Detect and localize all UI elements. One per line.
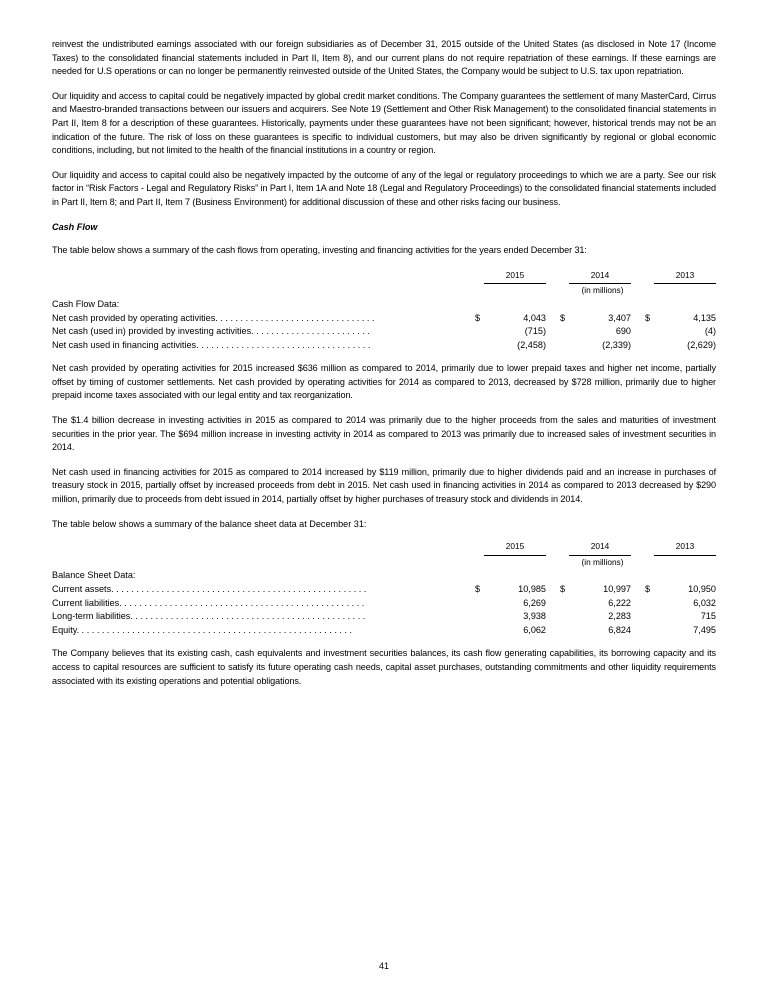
paragraph-balance-sheet-intro: The table below shows a summary of the balance sheet data at December 31: (52, 518, 367, 529)
cash-flow-year-2013: 2013 (675, 269, 695, 280)
row-value-2013: (2,629) (687, 339, 716, 350)
row-currency: $ (475, 312, 481, 323)
row-currency-2013 (645, 624, 654, 638)
paragraph-legal-proceedings: Our liquidity and access to capital could also be negatively impacted by the outcome of any of the legal or regulatory proceedings to which we are a party. See our risk factor in “Risk Factors - Legal and Regulatory Risks” in Part I, Item 1A and Note 18 (Legal and Regulatory Proceedings) to the consolidated financial statements included in Part II, Item 8; and Part II, Item 7 (Business Environment) for additional discussion of these and other risks facing our business. (52, 169, 716, 207)
balance-sheet-section-label-row (52, 569, 716, 583)
row-leader: . . . . . . . . . . . . . . . . . . . . . . . . . . . . . . . . . . . (196, 339, 371, 350)
row-leader: . . . . . . . . . . . . . . . . . . . . . . . . (251, 326, 370, 337)
balance-sheet-year-2013: 2013 (675, 541, 695, 552)
paragraph-cash-flow-intro: The table below shows a summary of the cash flows from operating, investing and financing activities for the years ended December 31: (52, 245, 587, 256)
row-leader: . . . . . . . . . . . . . . . . . . . . . . . . . . . . . . . . . . . . . . . . . . . . . . . . . . . . . . . (76, 624, 353, 635)
row-leader: . . . . . . . . . . . . . . . . . . . . . . . . . . . . . . . . (215, 312, 375, 323)
balance-sheet-year-2015: 2015 (505, 541, 525, 552)
balance-sheet-units-row (52, 555, 716, 569)
paragraph-financing-discussion: Net cash used in financing activities for 2015 as compared to 2014 increased by $119 million, primarily due to higher dividends paid and an increase in purchases of treasury stock in 2015, partially offset by increased proceeds from debt in 2015. Net cash used in financing activities in 2014 as compared to 2013 decreased by $290 million, primarily due to proceeds from debt issued in 2014, partially offset by higher purchases of treasury stock and dividends in 2014. (52, 466, 716, 505)
row-value-2013: 4,135 (693, 312, 716, 323)
row-currency (475, 325, 484, 339)
table-row (52, 583, 716, 597)
row-currency-2014: $ (560, 584, 566, 594)
row-currency (475, 624, 484, 638)
cash-flow-year-2015: 2015 (505, 269, 525, 280)
paragraph-operating-discussion: Net cash provided by operating activities for 2015 increased $636 million as compared to 2014, primarily due to lower prepaid taxes and higher net income, partially offset by timing of customer settlements. Net cash provided by operating activities for 2014 as compared to 2013, decreased by $728 million, primarily due to higher prepaid income taxes associated with our legal entity and tax reorganization. (52, 363, 716, 401)
row-value-2014: 3,407 (608, 312, 631, 323)
row-label: Current assets (52, 584, 112, 594)
row-value-2013: 715 (700, 611, 716, 622)
page-number: 41 (378, 961, 389, 972)
row-label: Long-term liabilities (52, 611, 131, 622)
row-currency (475, 339, 484, 353)
row-currency (475, 597, 484, 611)
table-row (52, 624, 716, 638)
row-currency-2014 (560, 597, 569, 611)
row-value-2015: (715) (524, 326, 546, 337)
balance-sheet-header-row (52, 540, 716, 554)
row-value-2015: 4,043 (523, 312, 546, 323)
paragraph-closing: The Company believes that its existing cash, cash equivalents and investment securities balances, its cash flow generating capabilities, its borrowing capacity and its access to capital resources are sufficient to satisfy its future operating cash needs, capital asset purchases, outstanding commitments and other liquidity requirements associated with its existing operations and potential obligations. (52, 648, 716, 686)
row-currency-2014 (560, 610, 569, 624)
row-currency-2013 (645, 610, 654, 624)
row-currency-2014: $ (560, 312, 566, 323)
cash-flow-section-label: Cash Flow Data: (52, 298, 120, 309)
row-leader: . . . . . . . . . . . . . . . . . . . . . . . . . . . . . . . . . . . . . . . . . . . . . . . . . . . (111, 584, 367, 594)
row-value-2013: (4) (704, 326, 716, 337)
row-value-2014: 6,222 (608, 597, 631, 608)
row-leader: . . . . . . . . . . . . . . . . . . . . . . . . . . . . . . . . . . . . . . . . . . . . . . . (130, 611, 366, 622)
table-row (52, 610, 716, 624)
row-value-2014: 2,283 (608, 611, 631, 622)
row-value-2015: (2,458) (517, 339, 546, 350)
balance-sheet-units: (in millions) (581, 556, 624, 567)
row-value-2015: 6,062 (523, 624, 546, 635)
row-label: Current liabilities (52, 597, 120, 608)
row-currency-2014 (560, 325, 569, 339)
row-value-2014: 690 (615, 326, 631, 337)
row-currency (475, 610, 484, 624)
row-value-2014: 10,997 (603, 584, 631, 594)
row-label: Net cash (used in) provided by investing activities (52, 326, 252, 337)
cash-flow-units: (in millions) (581, 285, 624, 296)
row-label: Net cash provided by operating activities (52, 312, 216, 323)
row-currency-2013: $ (645, 312, 651, 323)
cash-flow-year-2014: 2014 (590, 269, 610, 280)
row-value-2013: 10,950 (688, 584, 716, 594)
row-currency-2014 (560, 339, 569, 353)
row-label: Equity (52, 624, 77, 635)
section-heading-cash-flow: Cash Flow (52, 221, 98, 232)
row-value-2015: 10,985 (518, 584, 546, 594)
row-value-2015: 6,269 (523, 597, 546, 608)
row-leader: . . . . . . . . . . . . . . . . . . . . . . . . . . . . . . . . . . . . . . . . . . . . . . . . . (119, 597, 365, 608)
table-row (52, 325, 716, 339)
row-currency-2013 (645, 325, 654, 339)
cash-flow-units-row (52, 284, 716, 298)
table-row (52, 597, 716, 611)
row-value-2013: 7,495 (693, 624, 716, 635)
row-currency: $ (475, 584, 481, 594)
row-value-2013: 6,032 (693, 597, 716, 608)
balance-sheet-table (52, 540, 716, 637)
row-currency-2013: $ (645, 584, 651, 594)
table-row (52, 339, 716, 353)
table-row (52, 312, 716, 326)
row-currency-2013 (645, 597, 654, 611)
row-value-2014: (2,339) (602, 339, 631, 350)
balance-sheet-section-label: Balance Sheet Data: (52, 570, 136, 581)
paragraph-liquidity-guarantees: Our liquidity and access to capital could be negatively impacted by global credit market conditions. The Company guarantees the settlement of many MasterCard, Cirrus and Maestro-branded transactions between our issuers and acquirers. See Note 19 (Settlement and Other Risk Management) to the consolidated financial statements in Part II, Item 8 for a description of these guarantees. Historically, payments under these guarantees have not been significant; however, historical trends may not be an indication of the future. The risk of loss on these guarantees is specific to individual customers, but may also be driven significantly by regional or global economic conditions, including, but not limited to the health of the financial institutions in a country or region. (52, 90, 716, 156)
row-value-2015: 3,938 (523, 611, 546, 622)
cash-flow-header-row (52, 269, 716, 283)
cash-flow-table (52, 269, 716, 353)
row-currency-2013 (645, 339, 654, 353)
row-label: Net cash used in financing activities (52, 339, 197, 350)
cash-flow-section-label-row (52, 298, 716, 312)
balance-sheet-year-2014: 2014 (590, 541, 610, 552)
row-value-2014: 6,824 (608, 624, 631, 635)
row-currency-2014 (560, 624, 569, 638)
paragraph-repatriation: reinvest the undistributed earnings associated with our foreign subsidiaries as of December 31, 2015 outside of the United States (as disclosed in Note 17 (Income Taxes) to the consolidated financial statements included in Part II, Item 8), and our current plans do not require repatriation of these earnings. If these earnings are needed for U.S operations or can no longer be permanently reinvested outside of the United States, the Company would be subject to U.S. tax upon repatriation. (52, 39, 716, 77)
paragraph-investing-discussion: The $1.4 billion decrease in investing activities in 2015 as compared to 2014 was primarily due to the higher proceeds from the sales and maturities of investment securities in the prior year. The $694 million increase in investing activity in 2014 as compared to 2013 was primarily due to increased sales of investment securities in 2014. (52, 415, 716, 453)
